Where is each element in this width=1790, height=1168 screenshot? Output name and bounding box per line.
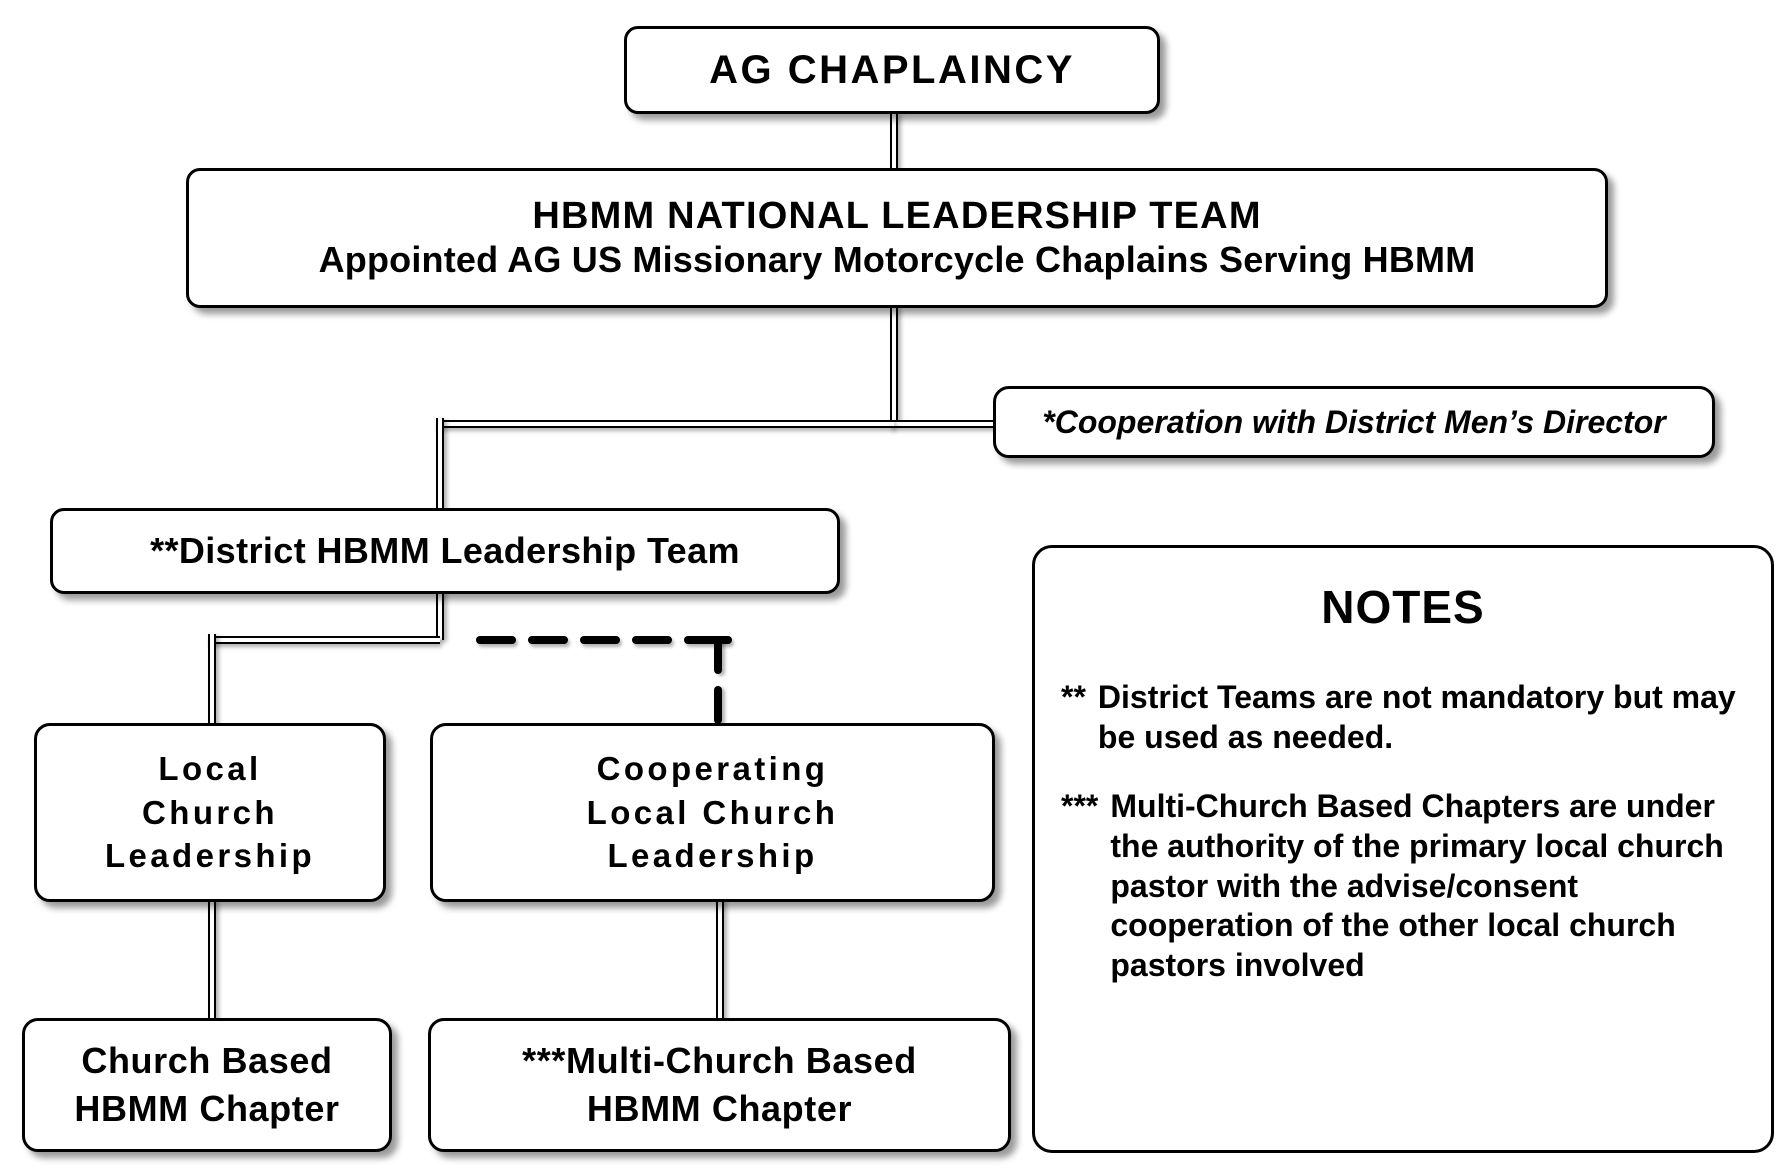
note-item [1061, 678, 1745, 757]
connector-chaplaincy-to-national [890, 112, 898, 170]
node-church-based-hbmm-chapter[interactable] [22, 1018, 392, 1152]
node-multichurch-chapter-line-1: ***Multi-Church Based [522, 1040, 917, 1082]
connector-dashed-segment-4 [632, 636, 672, 644]
node-district-hbmm-leadership-team[interactable] [50, 508, 840, 594]
node-cooperating-local-church-line-2: Local Church [586, 793, 839, 831]
node-multichurch-chapter-line-2: HBMM Chapter [586, 1088, 853, 1129]
connector-dashed-segment-3 [580, 636, 620, 644]
node-local-church-line-1: Local [158, 750, 262, 788]
connector-district-to-local-horizontal [208, 636, 440, 644]
note-text: District Teams are not mandatory but may be used as needed. [1097, 679, 1736, 755]
node-district-label: **District HBMM Leadership Team [150, 530, 740, 571]
note-item [1061, 787, 1745, 985]
connector-cooperating-to-multichurch-chapter [716, 899, 724, 1021]
node-local-church-leadership[interactable] [34, 723, 386, 902]
connector-dashed-segment-5 [684, 636, 732, 644]
connector-dashed-vertical-2 [714, 686, 722, 724]
notes-panel [1032, 545, 1774, 1153]
node-cooperating-local-church-line-3: Leadership [607, 837, 818, 875]
node-national-subtitle: Appointed AG US Missionary Motorcycle Chaplains Serving HBMM [318, 239, 1476, 281]
connector-dashed-vertical-1 [714, 636, 722, 674]
connector-district-drop [436, 418, 444, 512]
connector-local-church-drop [208, 634, 216, 726]
node-cooperating-local-church-leadership[interactable] [430, 723, 995, 902]
node-ag-chaplaincy-title: AG CHAPLAINCY [709, 47, 1075, 92]
node-ag-chaplaincy[interactable] [624, 26, 1160, 114]
connector-district-trunk [436, 590, 444, 640]
node-church-chapter-line-2: HBMM Chapter [74, 1088, 340, 1129]
node-national-title: HBMM NATIONAL LEADERSHIP TEAM [532, 194, 1262, 237]
node-church-chapter-line-1: Church Based [81, 1040, 333, 1082]
connector-local-to-church-chapter [208, 899, 216, 1021]
connector-dashed-segment-1 [476, 636, 516, 644]
node-local-church-line-2: Church [142, 793, 278, 831]
node-multi-church-based-hbmm-chapter[interactable] [428, 1018, 1011, 1152]
node-cooperating-local-church-line-1: Cooperating [596, 750, 829, 788]
note-marker: ** [1061, 679, 1086, 715]
connector-national-to-cooperation [890, 420, 998, 428]
connector-national-to-district-horizontal [436, 420, 894, 428]
connector-dashed-segment-2 [528, 636, 568, 644]
node-cooperation-district-mens-director[interactable] [993, 386, 1715, 458]
node-local-church-line-3: Leadership [104, 837, 316, 875]
node-hbmm-national-leadership-team[interactable] [186, 168, 1608, 308]
notes-title: NOTES [1321, 581, 1485, 633]
note-text: Multi-Church Based Chapters are under the authority of the primary local church pastor with the advise/consent cooperation of the other local church pastors involved [1110, 788, 1724, 984]
note-marker: *** [1061, 788, 1099, 825]
node-cooperation-label: *Cooperation with District Men’s Director [1042, 403, 1666, 440]
connector-national-trunk [890, 306, 898, 422]
